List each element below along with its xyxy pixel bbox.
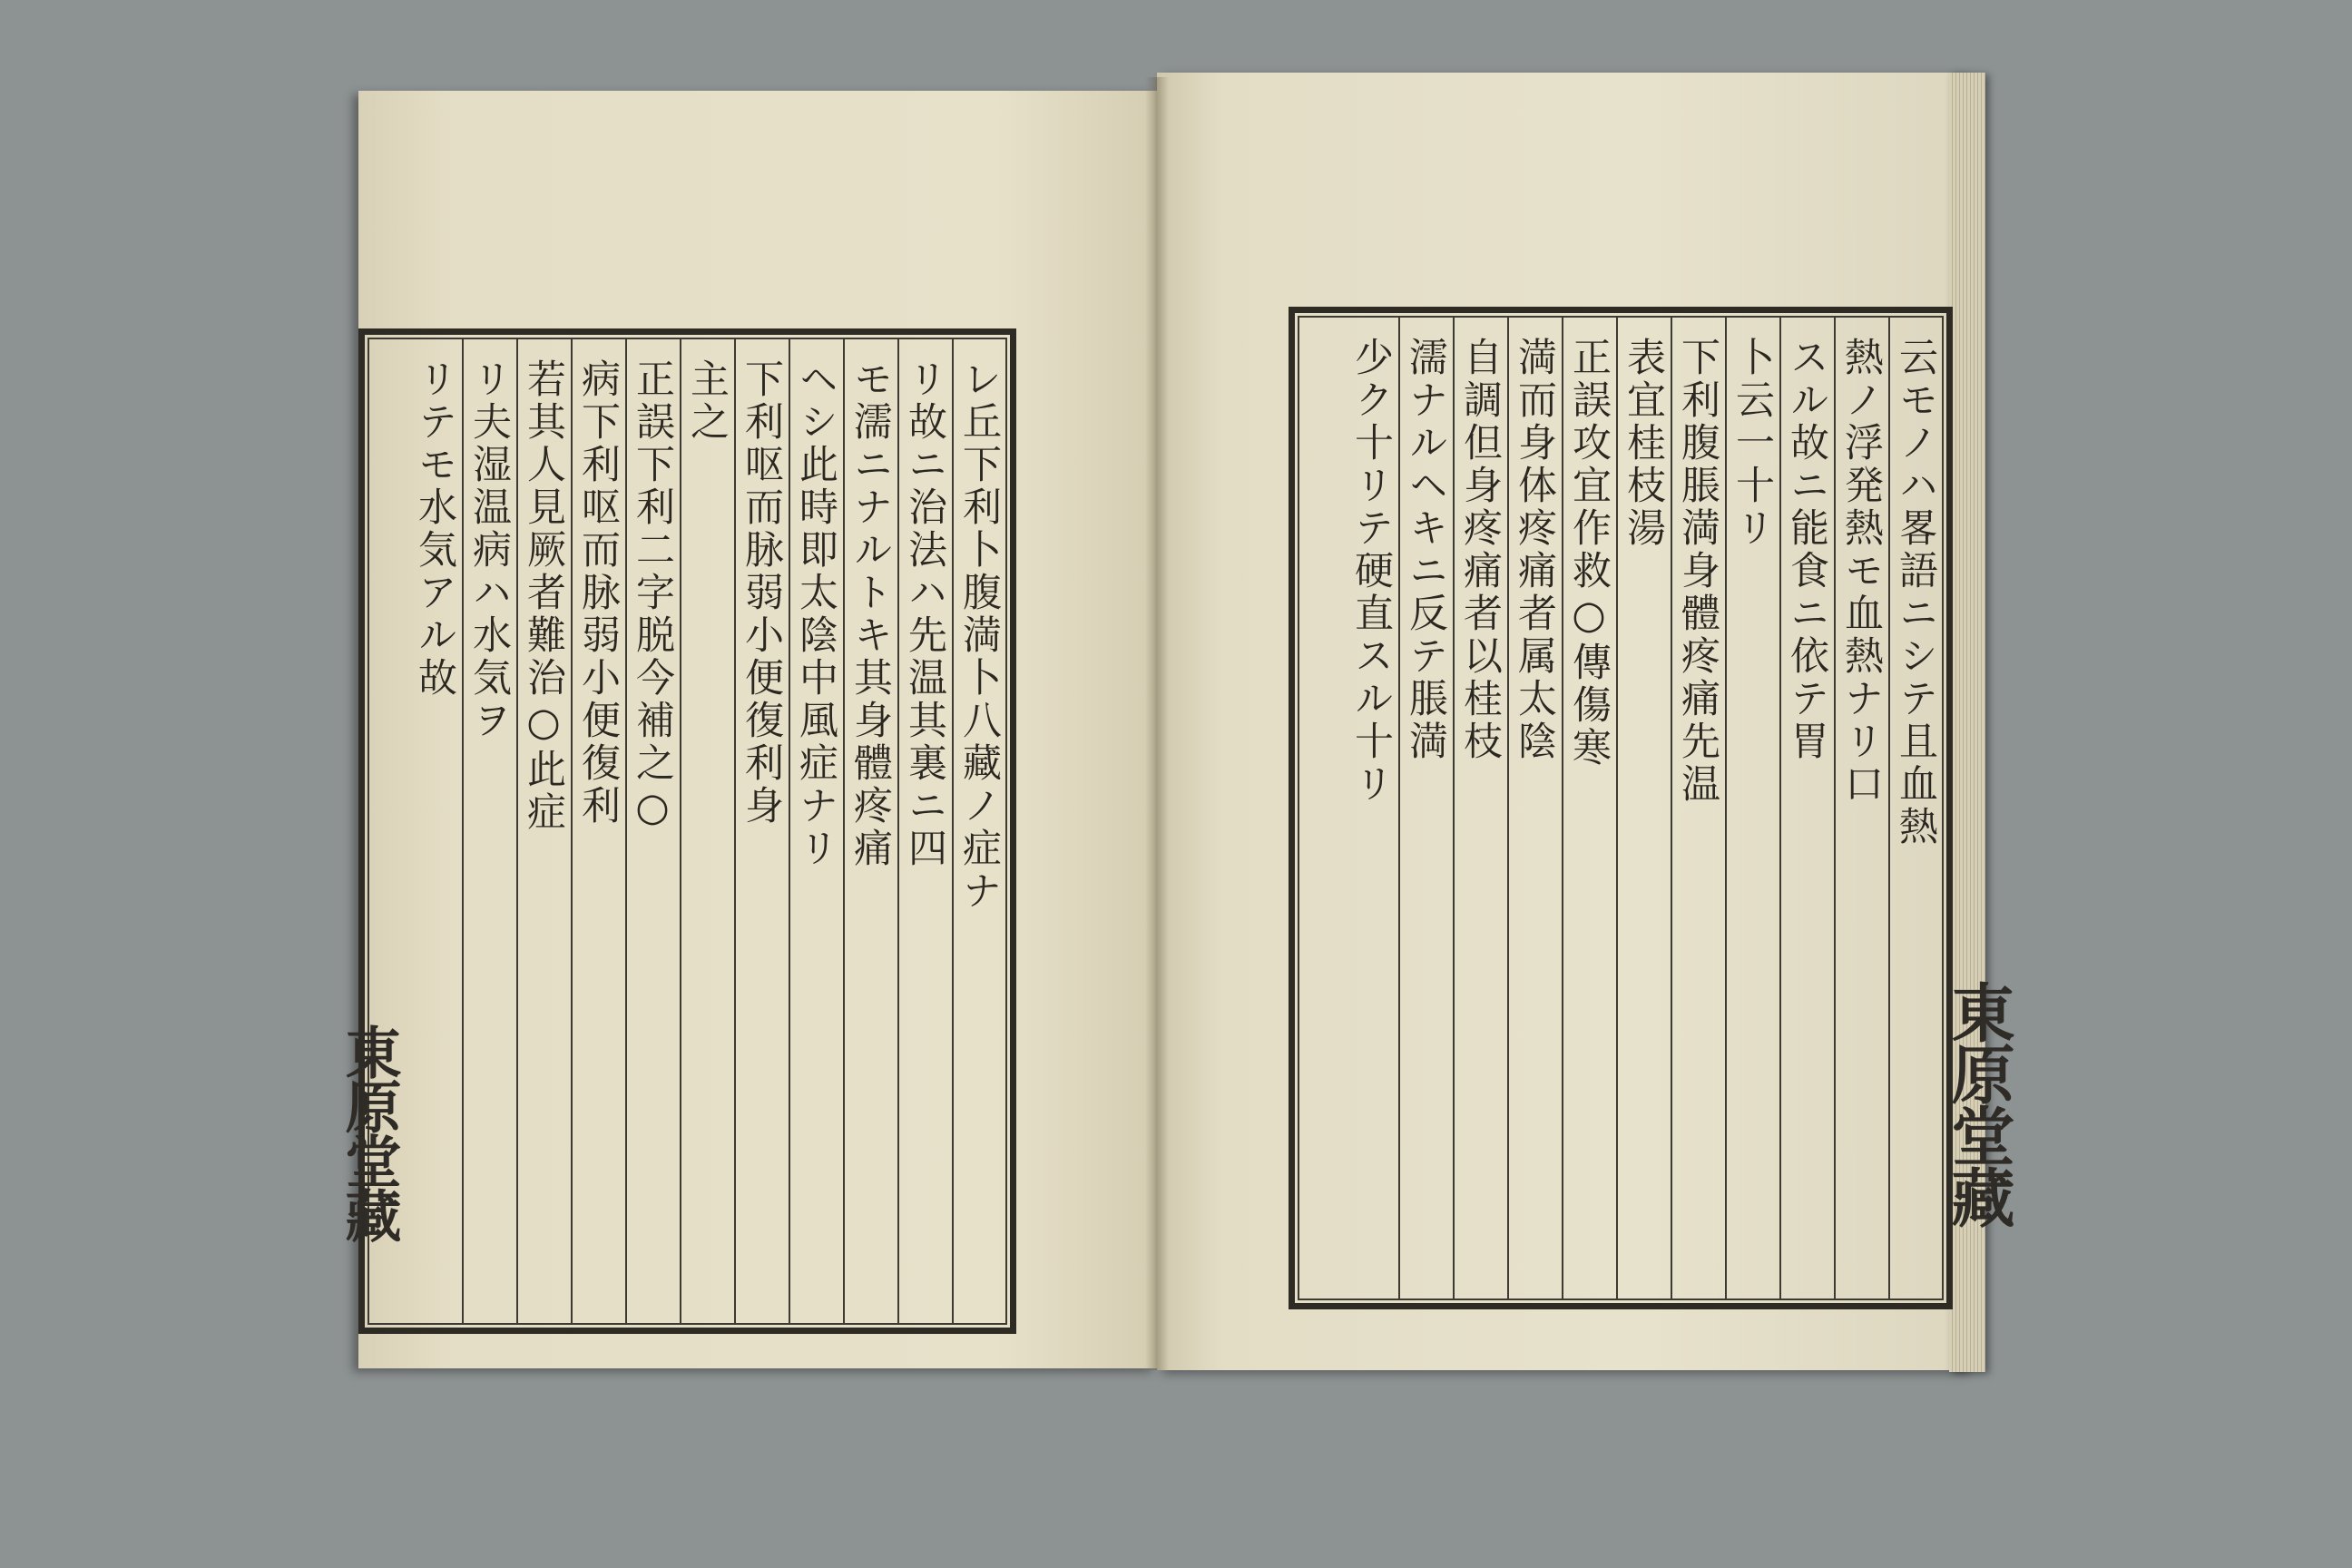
text-column: モ濡ニナルトキ其身體疼痛	[843, 338, 897, 1324]
left-text-block	[358, 328, 1016, 1334]
text-column: 満而身体疼痛者属太陰	[1507, 317, 1562, 1299]
text-column: 下利呕而脉弱小便復利身	[734, 338, 789, 1324]
text-column: 表宜桂枝湯	[1616, 317, 1671, 1299]
text-column: スル故ニ能食ニ依テ胃	[1779, 317, 1834, 1299]
text-column: 正誤下利二字脱今補之○	[625, 338, 680, 1324]
right-text-block	[1289, 307, 1953, 1309]
ownership-seal-left: 東原堂藏	[336, 1024, 402, 1241]
text-column: リテモ水気アル故	[412, 358, 457, 700]
ownership-seal-right: 東原堂藏	[1941, 980, 2016, 1227]
text-column: 下利腹脹満身體疼痛先温	[1671, 317, 1725, 1299]
text-column: 主之	[680, 338, 734, 1324]
text-column: 正誤攻宜作救○傳傷寒	[1562, 317, 1616, 1299]
text-column: リ夫湿温病ハ水気ヲ	[462, 338, 516, 1324]
text-column: 若其人見厥者難治○此症	[516, 338, 571, 1324]
text-column: 自調但身疼痛者以桂枝	[1453, 317, 1507, 1299]
text-column: 云モノハ畧語ニシテ且血熱	[1888, 317, 1943, 1299]
text-column: 濡ナルヘキニ反テ脹満	[1398, 317, 1453, 1299]
text-column: レ丘下利卜腹満卜八藏ノ症ナ	[952, 338, 1006, 1324]
book-gutter	[1145, 77, 1169, 1370]
text-column: 少ク十リテ硬直スル十リ	[1348, 337, 1394, 806]
text-column: 卜云一十リ	[1725, 317, 1779, 1299]
text-column: ヘシ此時即太陰中風症ナリ	[789, 338, 843, 1324]
text-column: リ故ニ治法ハ先温其裏ニ四	[897, 338, 952, 1324]
text-column: 熱ノ浮発熱モ血熱ナリ口	[1834, 317, 1888, 1299]
text-column: 病下利呕而脉弱小便復利	[571, 338, 625, 1324]
